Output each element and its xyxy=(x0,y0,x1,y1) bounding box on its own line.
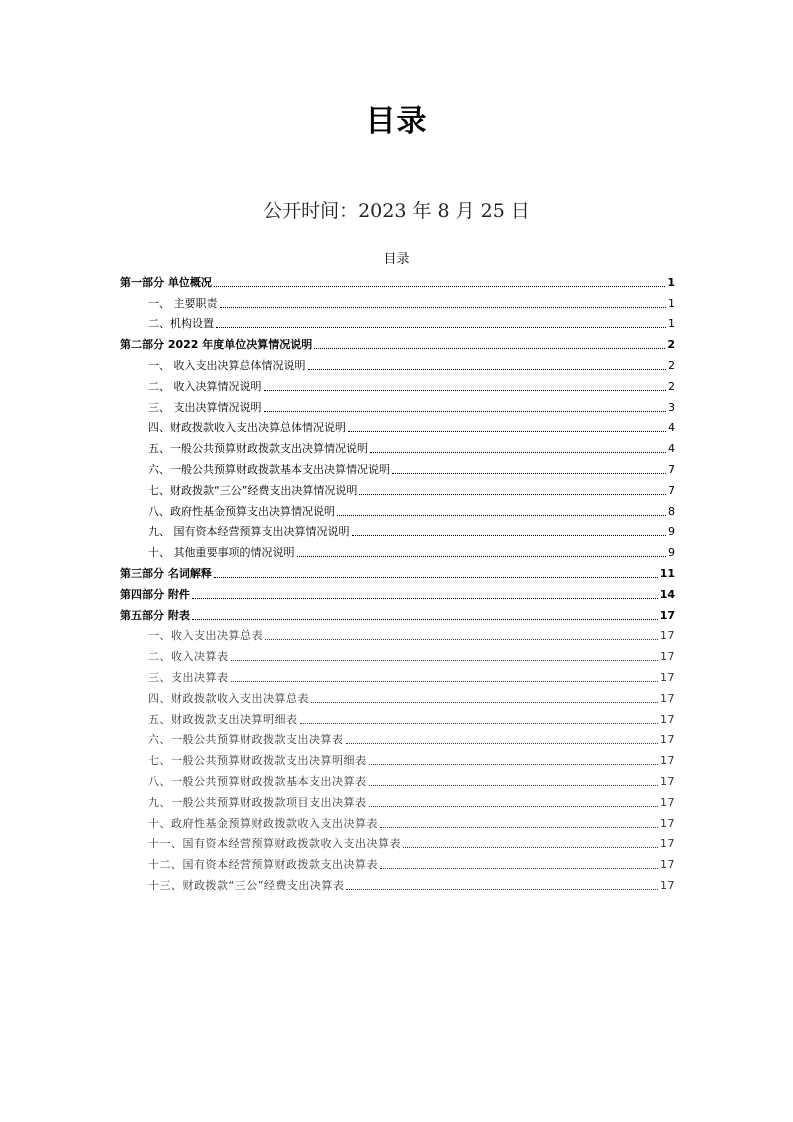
toc-entry[interactable] xyxy=(120,498,675,519)
toc-entry-title: 第一部分 单位概况 xyxy=(120,275,212,289)
toc-entry[interactable] xyxy=(120,623,675,644)
toc-entry[interactable] xyxy=(120,727,675,748)
toc-entry[interactable] xyxy=(120,706,675,727)
toc-entry-page: 3 xyxy=(668,400,675,414)
toc-entry-title: 第五部分 附表 xyxy=(120,608,190,622)
toc-entry[interactable] xyxy=(120,872,675,893)
toc-dot-leader xyxy=(369,764,659,765)
toc-entry-title: 五、一般公共预算财政拨款支出决算情况说明 xyxy=(148,442,368,456)
toc-entry-title: 一、收入支出决算总表 xyxy=(148,629,263,643)
toc-dot-leader xyxy=(214,577,658,578)
toc-entry-page: 4 xyxy=(668,421,675,435)
toc-entry-title: 七、一般公共预算财政拨款支出决算明细表 xyxy=(148,754,367,768)
publication-date: 公开时间：2023 年 8 月 25 日 xyxy=(263,200,530,222)
toc-entry-page: 17 xyxy=(660,691,675,705)
toc-dot-leader xyxy=(392,473,666,474)
toc-entry-page: 9 xyxy=(668,525,675,539)
toc-entry-page: 1 xyxy=(668,296,675,310)
toc-entry-page: 8 xyxy=(668,504,675,518)
toc-entry[interactable] xyxy=(120,581,675,602)
toc-dot-leader xyxy=(403,847,658,848)
toc-dot-leader xyxy=(214,286,666,287)
toc-entry[interactable] xyxy=(120,539,675,560)
toc-dot-leader xyxy=(314,348,665,349)
toc-entry-title: 一、 收入支出决算总体情况说明 xyxy=(148,358,306,372)
toc-dot-leader xyxy=(220,307,667,308)
toc-entry-page: 1 xyxy=(668,317,675,331)
toc-entry-page: 1 xyxy=(667,275,675,289)
toc-entry-page: 7 xyxy=(668,462,675,476)
toc-entry-title: 八、政府性基金预算支出决算情况说明 xyxy=(148,504,335,518)
toc-entry-page: 17 xyxy=(660,837,675,851)
toc-entry-page: 17 xyxy=(660,878,675,892)
page-title: 目录 xyxy=(365,104,428,139)
toc-entry[interactable] xyxy=(120,352,675,373)
toc-entry-title: 九、一般公共预算财政拨款项目支出决算表 xyxy=(148,795,367,809)
toc-entry-title: 十二、国有资本经营预算财政拨款支出决算表 xyxy=(148,858,378,872)
toc-dot-leader xyxy=(264,411,667,412)
toc-dot-leader xyxy=(192,619,658,620)
toc-entry-title: 二、机构设置 xyxy=(148,317,214,331)
toc-entry-page: 17 xyxy=(659,608,675,622)
toc-dot-leader xyxy=(369,785,659,786)
toc-entry[interactable] xyxy=(120,269,675,290)
toc-entry[interactable] xyxy=(120,519,675,540)
toc-entry-title: 三、 支出决算情况说明 xyxy=(148,400,262,414)
toc-entry-page: 14 xyxy=(659,587,675,601)
toc-dot-leader xyxy=(192,598,658,599)
toc-dot-leader xyxy=(348,431,666,432)
table-of-contents xyxy=(120,269,675,893)
toc-entry-page: 17 xyxy=(660,754,675,768)
toc-entry-title: 十一、国有资本经营预算财政拨款收入支出决算表 xyxy=(148,837,401,851)
toc-dot-leader xyxy=(231,660,659,661)
toc-entry[interactable] xyxy=(120,477,675,498)
toc-entry-page: 4 xyxy=(668,442,675,456)
toc-entry[interactable] xyxy=(120,290,675,311)
toc-dot-leader xyxy=(346,743,659,744)
toc-entry[interactable] xyxy=(120,602,675,623)
toc-entry[interactable] xyxy=(120,810,675,831)
toc-entry-page: 17 xyxy=(660,670,675,684)
toc-dot-leader xyxy=(352,535,667,536)
toc-entry-title: 十三、财政拨款“三公”经费支出决算表 xyxy=(148,878,345,892)
toc-entry-title: 二、 收入决算情况说明 xyxy=(148,379,262,393)
toc-dot-leader xyxy=(300,723,659,724)
toc-entry-title: 五、财政拨款支出决算明细表 xyxy=(148,712,298,726)
toc-entry-title: 第三部分 名词解释 xyxy=(120,566,212,580)
toc-dot-leader xyxy=(370,452,666,453)
toc-entry-title: 八、一般公共预算财政拨款基本支出决算表 xyxy=(148,774,367,788)
toc-entry-title: 四、财政拨款收入支出决算总体情况说明 xyxy=(148,421,346,435)
toc-entry-page: 17 xyxy=(660,629,675,643)
toc-dot-leader xyxy=(337,515,666,516)
toc-entry-title: 四、财政拨款收入支出决算总表 xyxy=(148,691,309,705)
toc-entry-title: 六、一般公共预算财政拨款支出决算表 xyxy=(148,733,344,747)
toc-entry-page: 2 xyxy=(668,379,675,393)
toc-entry[interactable] xyxy=(120,394,675,415)
toc-entry-title: 一、 主要职责 xyxy=(148,296,218,310)
toc-entry[interactable] xyxy=(120,456,675,477)
toc-entry-page: 9 xyxy=(668,546,675,560)
toc-entry[interactable] xyxy=(120,331,675,352)
toc-entry[interactable] xyxy=(120,435,675,456)
toc-entry-page: 17 xyxy=(660,650,675,664)
toc-dot-leader xyxy=(311,702,658,703)
toc-entry[interactable] xyxy=(120,747,675,768)
toc-dot-leader xyxy=(369,806,659,807)
toc-entry-page: 2 xyxy=(668,358,675,372)
toc-dot-leader xyxy=(297,556,667,557)
toc-entry-page: 11 xyxy=(659,566,675,580)
toc-entry-title: 二、收入决算表 xyxy=(148,650,229,664)
toc-entry[interactable] xyxy=(120,373,675,394)
toc-heading: 目录 xyxy=(383,252,410,267)
toc-dot-leader xyxy=(216,327,666,328)
toc-dot-leader xyxy=(264,390,667,391)
toc-entry[interactable] xyxy=(120,415,675,436)
toc-entry-page: 17 xyxy=(660,712,675,726)
toc-entry[interactable] xyxy=(120,768,675,789)
toc-entry-title: 六、一般公共预算财政拨款基本支出决算情况说明 xyxy=(148,462,390,476)
toc-entry-page: 17 xyxy=(660,795,675,809)
toc-entry-page: 17 xyxy=(660,774,675,788)
toc-entry-title: 第二部分 2022 年度单位决算情况说明 xyxy=(120,338,313,352)
toc-dot-leader xyxy=(380,827,658,828)
toc-entry-title: 九、 国有资本经营预算支出决算情况说明 xyxy=(148,525,350,539)
toc-dot-leader xyxy=(380,868,658,869)
toc-dot-leader xyxy=(265,639,658,640)
toc-entry-title: 三、支出决算表 xyxy=(148,670,229,684)
toc-entry[interactable] xyxy=(120,831,675,852)
toc-entry-page: 17 xyxy=(660,858,675,872)
toc-entry-title: 七、财政拨款“三公”经费支出决算情况说明 xyxy=(148,483,358,497)
toc-entry[interactable] xyxy=(120,851,675,872)
toc-entry-page: 7 xyxy=(668,483,675,497)
toc-entry[interactable] xyxy=(120,664,675,685)
toc-entry[interactable] xyxy=(120,560,675,581)
toc-entry[interactable] xyxy=(120,643,675,664)
toc-entry-page: 17 xyxy=(660,816,675,830)
toc-entry-title: 第四部分 附件 xyxy=(120,587,190,601)
toc-entry[interactable] xyxy=(120,789,675,810)
toc-entry-page: 17 xyxy=(660,733,675,747)
toc-entry-title: 十、政府性基金预算财政拨款收入支出决算表 xyxy=(148,816,378,830)
toc-dot-leader xyxy=(346,889,658,890)
toc-dot-leader xyxy=(359,494,666,495)
toc-entry[interactable] xyxy=(120,685,675,706)
toc-dot-leader xyxy=(308,369,667,370)
toc-entry[interactable] xyxy=(120,311,675,332)
toc-dot-leader xyxy=(231,681,659,682)
toc-entry-title: 十、 其他重要事项的情况说明 xyxy=(148,546,295,560)
toc-entry-page: 2 xyxy=(667,338,675,352)
